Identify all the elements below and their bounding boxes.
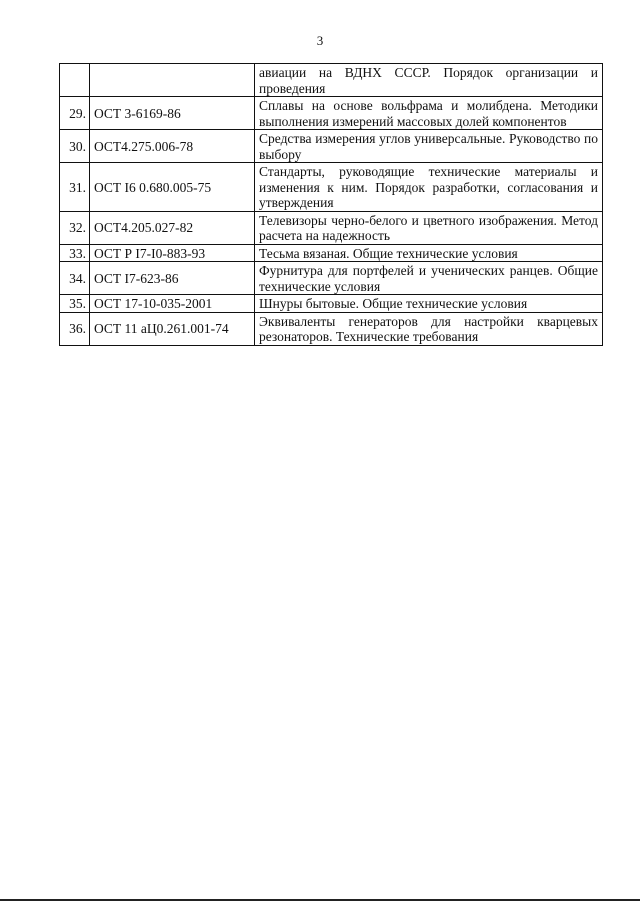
standard-code: ОСТ4.205.027-82 [90,211,255,244]
standard-code: ОСТ 3-6169-86 [90,97,255,130]
row-number: 34. [60,262,90,295]
standard-title: Телевизоры черно-белого и цветного изображения. Метод расчета на надежность [255,211,603,244]
row-number: 32. [60,211,90,244]
table-row [60,64,603,97]
standard-code: ОСТ I6 0.680.005-75 [90,163,255,212]
standard-title: Фурнитура для портфелей и ученических ранцев. Общие технические условия [255,262,603,295]
standard-code: ОСТ I7-623-86 [90,262,255,295]
table-row [60,130,603,163]
page-number: 3 [316,33,324,48]
standard-title: Стандарты, руководящие технические материалы и изменения к ним. Порядок разработки, согласования и утверждения [255,163,603,212]
standard-title: Средства измерения углов универсальные. Руководство по выбору [255,130,603,163]
standard-code: ОСТ 11 аЦ0.261.001-74 [90,312,255,345]
row-number: 31. [60,163,90,212]
standard-title: Сплавы на основе вольфрама и молибдена. Методики выполнения измерений массовых долей компонентов [255,97,603,130]
standard-code: ОСТ Р I7-I0-883-93 [90,244,255,262]
row-number: 35. [60,295,90,313]
standard-code: ОСТ4.275.006-78 [90,130,255,163]
table-row [60,244,603,262]
table-row [60,295,603,313]
standard-title: Шнуры бытовые. Общие технические условия [255,295,603,313]
standards-table [59,63,603,346]
row-number: 29. [60,97,90,130]
standard-title: Эквиваленты генераторов для настройки кварцевых резонаторов. Технические требования [255,312,603,345]
row-number: 33. [60,244,90,262]
standard-code [90,64,255,97]
standard-title: авиации на ВДНХ СССР. Порядок организации и проведения [255,64,603,97]
table-row [60,262,603,295]
row-number: 30. [60,130,90,163]
table-row [60,312,603,345]
standard-code: ОСТ 17-10-035-2001 [90,295,255,313]
table-row [60,163,603,212]
row-number [60,64,90,97]
standard-title: Тесьма вязаная. Общие технические условия [255,244,603,262]
table-row [60,211,603,244]
table-row [60,97,603,130]
row-number: 36. [60,312,90,345]
